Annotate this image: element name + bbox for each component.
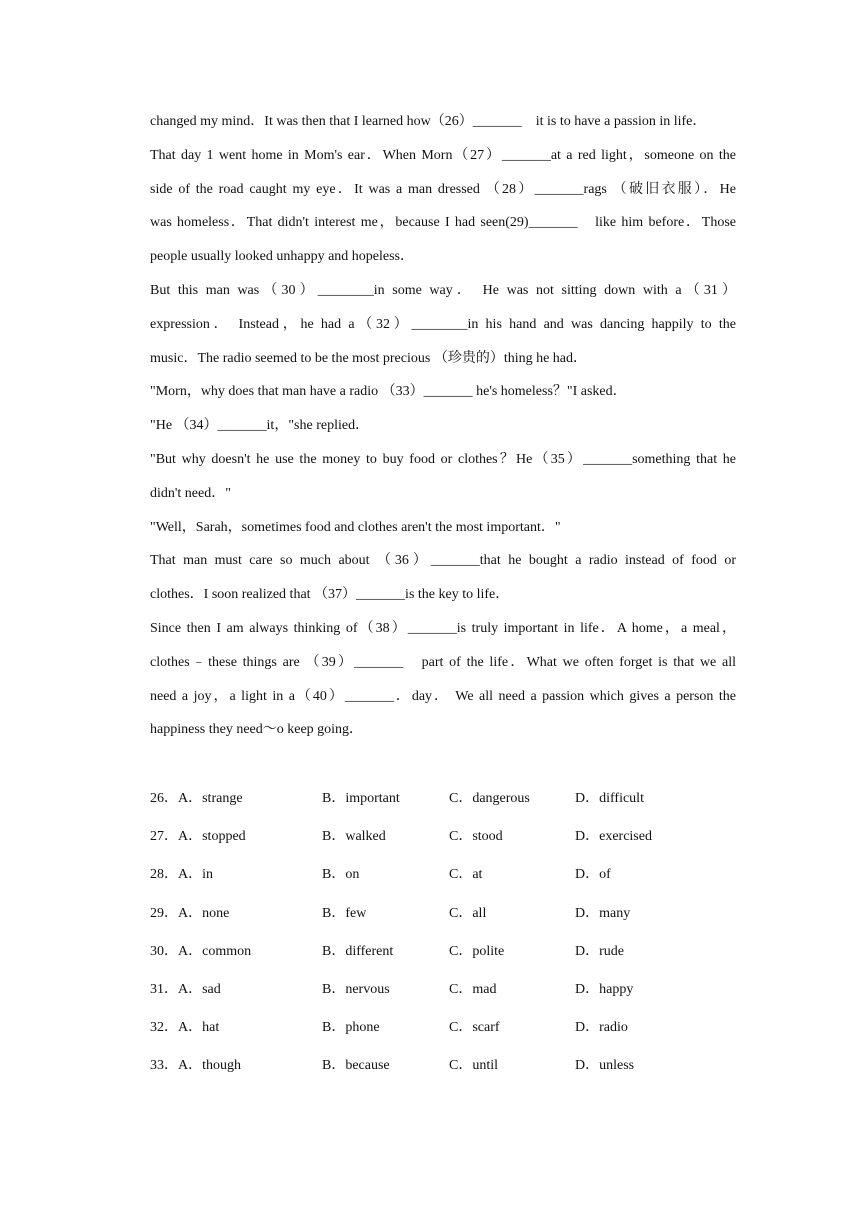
passage-line: changed my mind．It was then that I learned how（26）_______ it is to have a passion in life． (150, 114, 707, 129)
passage-line: "Morn，why does that man have a radio （33）_______ he's homeless？"I asked． (150, 384, 627, 400)
option-text: A．hat (178, 1020, 220, 1036)
passage-line: expression． Instead，he had a（32）________in his hand and was dancing happily to the (150, 316, 736, 332)
option-text: A．none (178, 905, 230, 921)
option-c (449, 895, 486, 933)
passage-line: side of the road caught my eye．It was a man dressed （28）_______rags （破旧衣服）．He (150, 181, 736, 197)
question-number: 29． (150, 905, 178, 921)
option-text: A．common (178, 943, 252, 959)
option-d (575, 1047, 634, 1085)
option-c (449, 971, 496, 1009)
option-a (150, 1009, 219, 1047)
option-d (575, 856, 611, 894)
option-c (449, 933, 504, 971)
passage-line: was homeless．That didn't interest me，because I had seen(29)_______ like him before．Those (150, 215, 736, 231)
question-row (150, 1047, 736, 1085)
option-a (150, 933, 251, 971)
option-d (575, 780, 644, 818)
option-b (322, 933, 393, 971)
option-text: D．rude (575, 943, 624, 959)
passage-line: music．The radio seemed to be the most precious （珍贵的）thing he had． (150, 350, 588, 366)
option-text: B．few (322, 905, 367, 921)
option-text: C．polite (449, 943, 505, 959)
option-text: D．many (575, 905, 631, 921)
option-text: C．mad (449, 981, 497, 997)
option-b (322, 818, 386, 856)
passage-line: "But why doesn't he use the money to buy food or clothes？He（35）_______something that he (150, 451, 736, 467)
option-a (150, 1047, 241, 1085)
option-b (322, 895, 366, 933)
option-d (575, 818, 652, 856)
passage-line: need a joy，a light in a（40）_______．day． We all need a passion which gives a person the (150, 688, 736, 704)
option-b (322, 780, 400, 818)
option-text: C．dangerous (449, 791, 530, 806)
option-a (150, 856, 213, 894)
option-c (449, 780, 530, 818)
option-text: B．nervous (322, 981, 390, 997)
option-text: B．phone (322, 1020, 380, 1036)
option-d (575, 1009, 628, 1047)
question-number: 28． (150, 867, 178, 883)
question-row (150, 971, 736, 1009)
option-a (150, 818, 246, 856)
option-b (322, 1009, 380, 1047)
option-text: A．sad (178, 981, 221, 997)
option-a (150, 780, 243, 818)
option-a (150, 895, 229, 933)
option-d (575, 933, 624, 971)
option-c (449, 1009, 500, 1047)
option-text: A．strange (178, 791, 243, 806)
option-text: D．radio (575, 1020, 628, 1036)
question-number: 33． (150, 1058, 178, 1074)
question-row (150, 933, 736, 971)
option-text: A．in (178, 867, 213, 883)
option-text: A．stopped (178, 829, 246, 845)
option-text: B．on (322, 867, 360, 883)
passage-line: clothes．I soon realized that （37）_______is the key to life． (150, 587, 510, 603)
option-b (322, 971, 390, 1009)
answer-options (150, 780, 736, 1086)
passage-line: "Well，Sarah，sometimes food and clothes aren't the most important．" (150, 519, 561, 535)
option-c (449, 856, 482, 894)
option-d (575, 971, 633, 1009)
option-text: B．different (322, 943, 394, 959)
question-number: 26． (150, 791, 178, 806)
question-number: 27． (150, 829, 178, 845)
option-text: B．important (322, 791, 400, 806)
question-row (150, 856, 736, 894)
passage-line: didn't need．" (150, 485, 231, 501)
option-text: D．of (575, 867, 611, 883)
question-row (150, 895, 736, 933)
option-text: B．walked (322, 829, 386, 845)
passage (150, 105, 736, 747)
question-number: 31． (150, 981, 178, 997)
option-text: C．until (449, 1058, 499, 1074)
option-text: C．scarf (449, 1020, 500, 1036)
passage-line: Since then I am always thinking of（38）_______is truly important in life．A home，a meal， (150, 620, 736, 636)
option-text: D．happy (575, 981, 634, 997)
question-row (150, 818, 736, 856)
passage-line: clothes﹣these things are （39）_______ part of the life．What we often forget is that we all (150, 654, 736, 670)
option-text: C．all (449, 905, 487, 921)
option-text: C．stood (449, 829, 503, 845)
option-c (449, 818, 503, 856)
option-text: D．exercised (575, 829, 652, 845)
passage-line: But this man was（30）________in some way． He was not sitting down with a（31） (150, 282, 736, 298)
question-row (150, 780, 736, 818)
option-text: A．though (178, 1058, 241, 1074)
option-a (150, 971, 221, 1009)
option-text: D．difficult (575, 791, 644, 806)
option-b (322, 856, 359, 894)
option-c (449, 1047, 498, 1085)
passage-line: "He （34）_______it，"she replied． (150, 418, 370, 434)
passage-line: happiness they need～o keep going． (150, 722, 364, 738)
question-row (150, 1009, 736, 1047)
option-text: D．unless (575, 1058, 635, 1074)
option-d (575, 895, 630, 933)
passage-line: That day 1 went home in Mom's ear．When Morn（27）_______at a red light，someone on the (150, 147, 736, 163)
question-number: 32． (150, 1020, 178, 1036)
option-text: C．at (449, 867, 483, 883)
option-b (322, 1047, 390, 1085)
question-number: 30． (150, 943, 178, 959)
option-text: B．because (322, 1058, 390, 1074)
passage-line: people usually looked unhappy and hopeless． (150, 249, 415, 265)
passage-line: That man must care so much about （36）_______that he bought a radio instead of food or (150, 553, 736, 569)
